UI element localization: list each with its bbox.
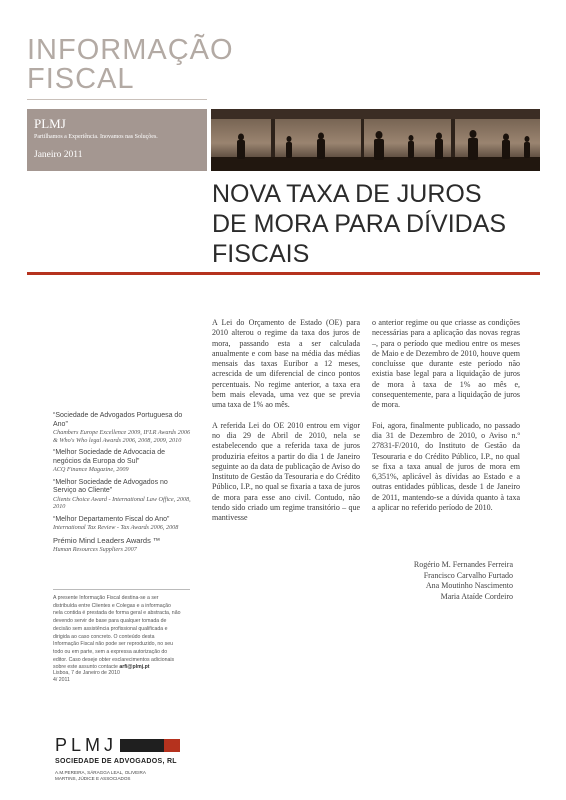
disclaimer-text: A presente Informação Fiscal destina-se a ser distribuída entre Clientes e Colegas e a informação nela contida é prestada de forma geral e abstracta, não devendo servir de base para qualquer tomada de decisão sem assistência profissional qualificada e dirigida ao caso concreto. O conteúdo desta Informação Fiscal não pode ser reproduzido, no seu todo ou em parte, sem a expressa autorização do editor. Caso deseje obter esclarecimentos adicionais sobre este assunto contacte bbox=[53, 595, 181, 671]
title-divider bbox=[27, 272, 540, 275]
award-item bbox=[53, 537, 193, 553]
award-title: “Melhor Departamento Fiscal do Ano” bbox=[53, 515, 170, 523]
issue-date: Janeiro 2011 bbox=[34, 150, 83, 160]
masthead-line-1: INFORMAÇÃO bbox=[27, 34, 234, 66]
title-line-3: FISCAIS bbox=[212, 240, 310, 268]
airport-silhouette-image bbox=[211, 109, 540, 171]
award-title: “Sociedade de Advogados Portuguesa do Ano” bbox=[53, 412, 183, 428]
logo-subtitle: SOCIEDADE DE ADVOGADOS, RL bbox=[55, 758, 177, 765]
disclaimer bbox=[53, 595, 181, 672]
award-item bbox=[53, 412, 193, 444]
award-source: Chambers Europe Excellence 2009, IFLR Awards 2006 & Who's Who legal Awards 2006, 2008, 2009, 2010 bbox=[53, 429, 191, 444]
award-source: Human Resources Suppliers 2007 bbox=[53, 545, 137, 553]
issue-number: 4/ 2011 bbox=[53, 677, 70, 684]
paragraph: A Lei do Orçamento de Estado (OE) para 2010 alterou o regime da taxa dos juros de mora, passando esta a ser calculada anualmente e com base na média das médias mensais das taxas Euribor a 12 meses, acrescida de um diferencial de cinco pontos percentuais. No regime anterior, a taxa era bem mais elevada, uma vez que se previa uma taxa de 1% ao mês. bbox=[212, 318, 360, 410]
brand-name: PLMJ bbox=[34, 116, 66, 131]
award-source: Clients Choice Award - International Law Office, 2008, 2010 bbox=[53, 495, 191, 511]
masthead-title bbox=[27, 36, 234, 94]
award-title: Prémio Mind Leaders Awards ™ bbox=[53, 536, 161, 546]
title-line-2: DE MORA PARA DÍVIDAS bbox=[212, 210, 507, 238]
contact-email-link[interactable]: arfi@plmj.pt bbox=[119, 664, 150, 671]
place-date-block bbox=[53, 670, 120, 685]
brand-box bbox=[27, 109, 207, 171]
logo-mark bbox=[55, 736, 185, 754]
article-column-2 bbox=[372, 318, 520, 523]
award-item bbox=[53, 449, 193, 474]
award-item bbox=[53, 516, 193, 532]
author: Rogério M. Fernandes Ferreira bbox=[413, 560, 513, 569]
author: Ana Moutinho Nascimento bbox=[425, 581, 513, 590]
sidebar-divider bbox=[53, 589, 190, 590]
article-column-1 bbox=[212, 318, 360, 534]
masthead-divider bbox=[27, 99, 207, 100]
title-line-1: NOVA TAXA DE JUROS bbox=[212, 180, 482, 208]
logo-partners: A.M.PEREIRA, SÁRAGGA LEAL, OLIVEIRA MARTINS, JÚDICE E ASSOCIADOS bbox=[55, 770, 146, 781]
paragraph: Foi, agora, finalmente publicado, no passado dia 31 de Dezembro de 2010, o Aviso n.º 27831-F/2010, do Instituto de Gestão da Tesouraria e do Crédito Público, I.P., no qual se fixa a taxa anual de juros de mora em 6,351%, aplicável às dívidas ao Estado e a outras entidades públicas, desde 1 de Janeiro de 2011, mantendo-se a dúvida quanto à taxa a aplicar no referido período de 2010. bbox=[372, 420, 520, 513]
article-title bbox=[212, 179, 506, 269]
award-source: International Tax Review - Tax Awards 2006, 2008 bbox=[53, 524, 179, 532]
award-item bbox=[53, 479, 193, 511]
authors bbox=[372, 560, 513, 602]
brand-tagline: Partilhamos a Experiência. Inovamos nas Soluções. bbox=[34, 134, 158, 140]
place-date: Lisboa, 7 de Janeiro de 2010 bbox=[53, 670, 120, 676]
author: Maria Ataíde Cordeiro bbox=[440, 591, 513, 601]
logo-wordmark: PLMJ bbox=[55, 735, 118, 755]
paragraph: A referida Lei do OE 2010 entrou em vigor no dia 29 de Abril de 2010, nela se estabelecendo que a referida taxa de juros produziria efeitos a partir do dia 1 de Janeiro seguinte ao da data de publicação de Aviso do Instituto de Gestão da Tesouraria e do Crédito Público, I.P., no qual se fixaria a taxa de juros de mora para esse ano civil. Contudo, não tendo sido criado um regime transitório – que mantivesse bbox=[212, 420, 360, 523]
award-source: ACQ Finance Magazine, 2009 bbox=[53, 466, 129, 474]
header-photo bbox=[211, 109, 540, 171]
logo-black-bar bbox=[120, 739, 164, 752]
author: Francisco Carvalho Furtado bbox=[423, 570, 513, 580]
masthead-line-2: FISCAL bbox=[27, 63, 135, 95]
plmj-logo bbox=[55, 736, 185, 782]
paragraph: o anterior regime ou que criasse as condições necessárias para a aplicação das novas regras –, para o período que mediou entre os meses de Maio e de Dezembro de 2010, houve quem concluísse que durante este período não existia base legal para a liquidação de juros de mora à taxa de 1% ao mês e, consequentemente, para a liquidação de juros de mora. bbox=[372, 318, 520, 410]
award-title: “Melhor Sociedade de Advogados no Serviço ao Cliente” bbox=[53, 478, 168, 495]
logo-red-bar bbox=[164, 739, 180, 752]
awards-list bbox=[53, 412, 193, 558]
award-title: “Melhor Sociedade de Advocacia de negócios da Europa do Sul” bbox=[53, 449, 166, 465]
